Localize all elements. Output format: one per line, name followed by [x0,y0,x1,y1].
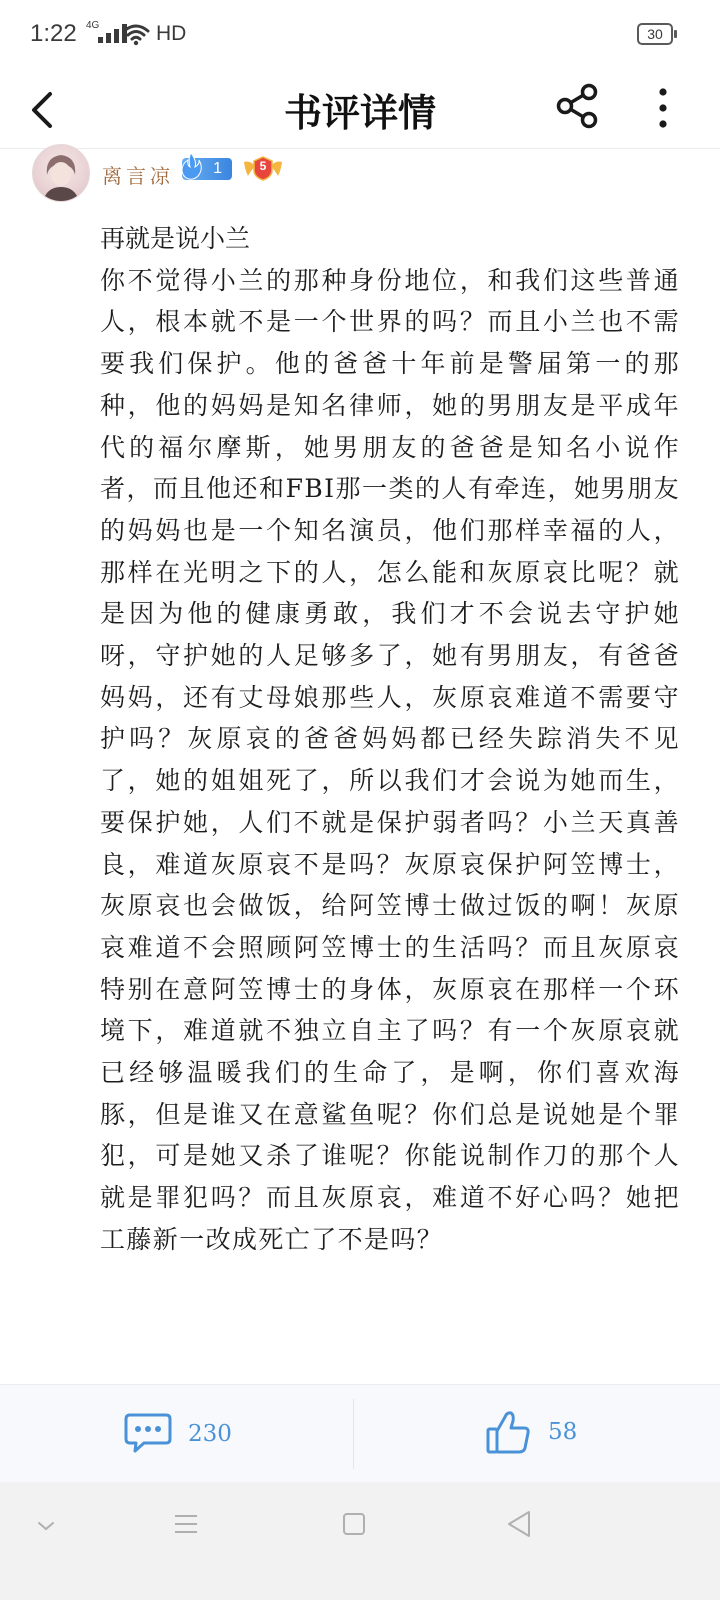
page-title: 书评详情 [283,91,436,135]
chevron-down-icon[interactable] [34,1514,58,1538]
action-bar [0,1384,720,1483]
status-bar [0,0,720,72]
battery-level: 30 [647,26,663,42]
author-row [0,148,720,200]
like-count: 58 [548,1419,578,1445]
home-square-icon[interactable] [340,1510,368,1538]
wifi-icon [122,22,150,46]
level-badge [182,158,232,180]
level-number: 1 [213,160,222,177]
thumbs-up-icon [486,1409,530,1455]
vip-level: 5 [259,159,267,173]
comment-bubble-icon [124,1411,172,1455]
menu-icon[interactable] [172,1510,200,1538]
divider [353,1399,354,1469]
review-heading: 再就是说小兰 [100,224,251,253]
avatar-illustration [33,145,89,201]
hd-indicator: HD [156,22,187,45]
status-time: 1:22 [30,20,77,47]
review-text: 你不觉得小兰的那种身份地位，和我们这些普通人，根本就不是一个世界的吗？而且小兰也不需要我们保护。他的爸爸十年前是警届第一的那种，他的妈妈是知名律师，她的男朋友是平成年代的福尔摩斯，她男朋友的爸爸是知名小说作者，而且他还和FBI那一类的人有牵连，她男朋友的妈妈也是一个知名演员，他们那样幸福的人，那样在光明之下的人，怎么能和灰原哀比呢？就是因为他的健康勇敢，我们才不会说去守护她呀，守护她的人足够多了，她有男朋友，有爸爸妈妈，还有丈母娘那些人，灰原哀难道不需要守护吗？灰原哀的爸爸妈妈都已经失踪消失不见了，她的姐姐死了，所以我们才会说为她而生，要保护她，人们不就是保护弱者吗？小兰天真善良，难道灰原哀不是吗？灰原哀保护阿笠博士，灰原哀也会做饭，给阿笠博士做过饭的啊！灰原哀难道不会照顾阿笠博士的生活吗？而且灰原哀特别在意阿笠博士的身体，灰原哀在那样一个环境下，难道就不独立自主了吗？有一个灰原哀就已经够温暖我们的生命了，是啊，你们喜欢海豚，但是谁又在意鲨鱼呢？你们总是说她是个罪犯，可是她又杀了谁呢？你能说制作刀的那个人就是罪犯吗？而且灰原哀，难道不好心吗？她把工藤新一改成死亡了不是吗？ [100,265,680,1254]
like-button[interactable] [484,1407,624,1461]
share-icon[interactable] [554,82,602,130]
more-vertical-icon[interactable] [648,82,678,134]
battery-icon [637,23,673,45]
comment-count: 230 [188,1421,232,1447]
back-triangle-icon[interactable] [505,1508,535,1540]
author-name[interactable]: 离言凉 [102,164,174,188]
network-type: 4G [86,20,100,31]
system-nav-bar [0,1482,720,1600]
app-header [0,72,720,149]
comment-button[interactable] [120,1409,320,1461]
review-content [100,218,680,1261]
avatar[interactable] [32,144,90,202]
flame-icon [180,152,202,180]
vip-badge [242,154,284,182]
